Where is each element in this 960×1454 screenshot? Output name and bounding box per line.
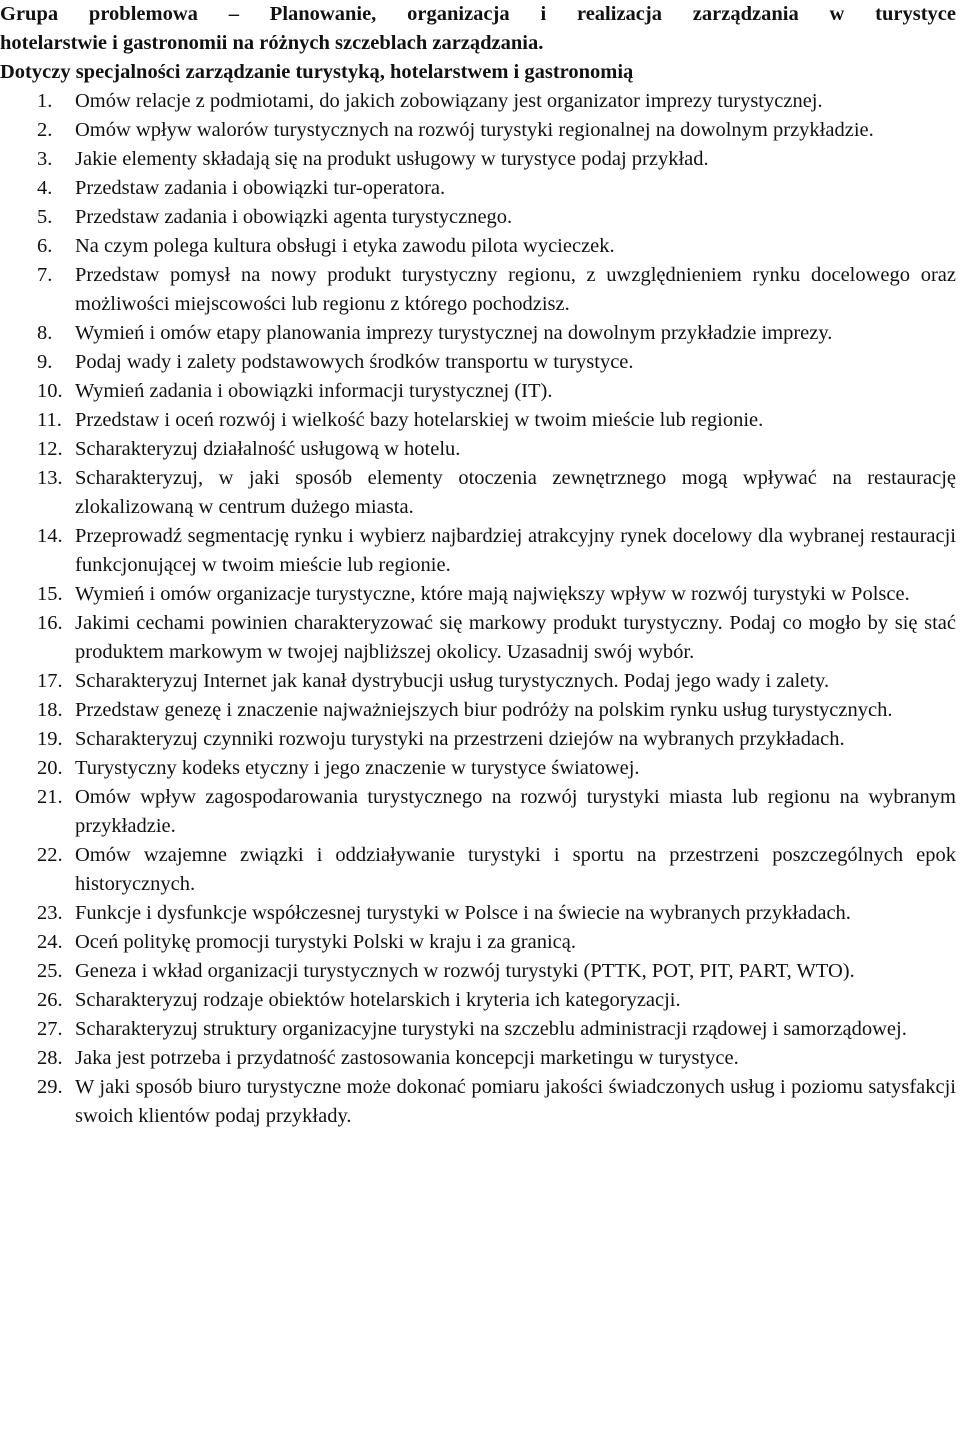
question-number: 12.	[37, 438, 63, 460]
question-number: 18.	[37, 699, 63, 721]
question-text: Turystyczny kodeks etyczny i jego znaczenie w turystyce światowej.	[75, 757, 640, 779]
question-item	[0, 957, 956, 986]
question-text: Przedstaw genezę i znaczenie najważniejszych biur podróży na polskim rynku usług turystycznych.	[75, 699, 893, 721]
question-text: Wymień zadania i obowiązki informacji turystycznej (IT).	[75, 380, 553, 402]
question-item	[0, 522, 956, 580]
question-text: Omów wpływ walorów turystycznych na rozwój turystyki regionalnej na dowolnym przykładzie.	[75, 119, 874, 141]
question-item	[0, 261, 956, 319]
question-text: Scharakteryzuj rodzaje obiektów hotelarskich i kryteria ich kategoryzacji.	[75, 989, 681, 1011]
question-number: 6.	[37, 235, 53, 257]
question-text: Scharakteryzuj Internet jak kanał dystrybucji usług turystycznych. Podaj jego wady i zalety.	[75, 670, 830, 692]
question-text: Jakimi cechami powinien charakteryzować się markowy produkt turystyczny. Podaj co mogło by się stać produktem markowym w twojej najbliższej okolicy. Uzasadnij swój wybór.	[75, 612, 956, 663]
question-item	[0, 232, 956, 261]
question-item	[0, 464, 956, 522]
question-item	[0, 435, 956, 464]
question-number: 9.	[37, 351, 53, 373]
question-text: Scharakteryzuj struktury organizacyjne turystyki na szczeblu administracji rządowej i samorządowej.	[75, 1018, 907, 1040]
question-item	[0, 319, 956, 348]
question-number: 13.	[37, 467, 63, 489]
question-number: 28.	[37, 1047, 63, 1069]
question-text: Wymień i omów organizacje turystyczne, które mają największy wpływ w rozwój turystyki w Polsce.	[75, 583, 910, 605]
question-number: 11.	[37, 409, 62, 431]
question-item	[0, 580, 956, 609]
question-item	[0, 609, 956, 667]
question-number: 19.	[37, 728, 63, 750]
question-text: Oceń politykę promocji turystyki Polski w kraju i za granicą.	[75, 931, 576, 953]
question-number: 8.	[37, 322, 53, 344]
question-item	[0, 696, 956, 725]
question-text: Scharakteryzuj działalność usługową w hotelu.	[75, 438, 461, 460]
question-item	[0, 754, 956, 783]
question-number: 29.	[37, 1076, 63, 1098]
question-number: 16.	[37, 612, 63, 634]
question-item	[0, 841, 956, 899]
header-specialization-line: Dotyczy specjalności zarządzanie turystyką, hotelarstwem i gastronomią	[0, 61, 634, 83]
question-item	[0, 986, 956, 1015]
question-number: 25.	[37, 960, 63, 982]
question-number: 17.	[37, 670, 63, 692]
question-list	[0, 87, 956, 1131]
question-text: Przedstaw i oceń rozwój i wielkość bazy hotelarskiej w twoim mieście lub regionie.	[75, 409, 764, 431]
header-title-line-1: Grupa problemowa – Planowanie, organizacja i realizacja zarządzania w turystyce	[0, 3, 956, 25]
question-number: 22.	[37, 844, 63, 866]
question-item	[0, 377, 956, 406]
question-item	[0, 1015, 956, 1044]
question-item	[0, 87, 956, 116]
question-item	[0, 928, 956, 957]
question-item	[0, 667, 956, 696]
question-number: 20.	[37, 757, 63, 779]
question-number: 1.	[37, 90, 53, 112]
question-number: 5.	[37, 206, 53, 228]
question-item	[0, 725, 956, 754]
question-item	[0, 899, 956, 928]
question-text: Omów wpływ zagospodarowania turystycznego na rozwój turystyki miasta lub regionu na wybranym przykładzie.	[75, 786, 956, 837]
question-item	[0, 1073, 956, 1131]
question-text: Przeprowadź segmentację rynku i wybierz najbardziej atrakcyjny rynek docelowy dla wybranej restauracji funkcjonującej w twoim mieście lub regionie.	[75, 525, 956, 576]
question-text: Jakie elementy składają się na produkt usługowy w turystyce podaj przykład.	[75, 148, 709, 170]
question-number: 4.	[37, 177, 53, 199]
question-number: 10.	[37, 380, 63, 402]
question-text: Geneza i wkład organizacji turystycznych w rozwój turystyki (PTTK, POT, PIT, PART, WTO).	[75, 960, 855, 982]
question-text: Funkcje i dysfunkcje współczesnej turystyki w Polsce i na świecie na wybranych przykładach.	[75, 902, 851, 924]
question-text: Omów relacje z podmiotami, do jakich zobowiązany jest organizator imprezy turystycznej.	[75, 90, 823, 112]
question-item	[0, 1044, 956, 1073]
question-item	[0, 145, 956, 174]
question-number: 2.	[37, 119, 53, 141]
question-number: 14.	[37, 525, 63, 547]
question-text: Na czym polega kultura obsługi i etyka zawodu pilota wycieczek.	[75, 235, 615, 257]
question-number: 3.	[37, 148, 53, 170]
question-number: 15.	[37, 583, 63, 605]
question-number: 27.	[37, 1018, 63, 1040]
question-text: Przedstaw pomysł na nowy produkt turystyczny regionu, z uwzględnieniem rynku docelowego oraz możliwości miejscowości lub regionu z którego pochodzisz.	[75, 264, 956, 315]
question-item	[0, 348, 956, 377]
question-item	[0, 203, 956, 232]
question-text: Wymień i omów etapy planowania imprezy turystycznej na dowolnym przykładzie imprezy.	[75, 322, 833, 344]
question-text: Omów wzajemne związki i oddziaływanie turystyki i sportu na przestrzeni poszczególnych epok historycznych.	[75, 844, 956, 895]
document-header	[0, 0, 956, 87]
question-text: Podaj wady i zalety podstawowych środków transportu w turystyce.	[75, 351, 634, 373]
question-text: W jaki sposób biuro turystyczne może dokonać pomiaru jakości świadczonych usług i poziomu satysfakcji swoich klientów podaj przykłady.	[75, 1076, 956, 1127]
question-number: 26.	[37, 989, 63, 1011]
question-number: 21.	[37, 786, 63, 808]
question-item	[0, 116, 956, 145]
question-text: Scharakteryzuj czynniki rozwoju turystyki na przestrzeni dziejów na wybranych przykładach.	[75, 728, 845, 750]
question-number: 23.	[37, 902, 63, 924]
header-title-line-2: hotelarstwie i gastronomii na różnych szczeblach zarządzania.	[0, 32, 544, 54]
question-item	[0, 783, 956, 841]
question-text: Przedstaw zadania i obowiązki agenta turystycznego.	[75, 206, 513, 228]
question-number: 24.	[37, 931, 63, 953]
question-text: Jaka jest potrzeba i przydatność zastosowania koncepcji marketingu w turystyce.	[75, 1047, 739, 1069]
question-text: Scharakteryzuj, w jaki sposób elementy otoczenia zewnętrznego mogą wpływać na restaurację zlokalizowaną w centrum dużego miasta.	[75, 467, 956, 518]
question-item	[0, 174, 956, 203]
question-number: 7.	[37, 264, 53, 286]
question-text: Przedstaw zadania i obowiązki tur-operatora.	[75, 177, 446, 199]
question-item	[0, 406, 956, 435]
